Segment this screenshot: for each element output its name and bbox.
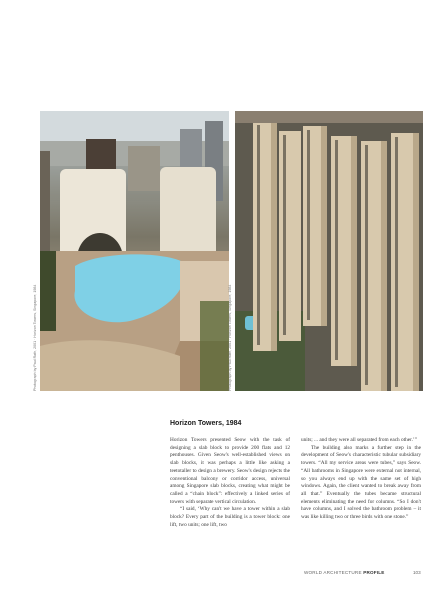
photo-pool-terrace-image: [40, 111, 229, 391]
photo-towers-aerial: [235, 111, 423, 391]
photo-pool-terrace: [40, 111, 229, 391]
paragraph: Horizon Towers presented Seow with the task of designing a slab block to provide 200 flats and 12 penthouses. Given Seow's well-established views on slab blocks, it was perhaps a little like asking a teetotaller to design a brewery. Seow's design rejects the conventional balcony or corridor access, universal among Singapore slab blocks, creating what might be called a “chain block”: effectively a linked series of towers with separate vertical circulation.: [170, 437, 290, 505]
section-name: PROFILE: [363, 570, 385, 575]
article-column-1: [170, 437, 290, 529]
running-footer: [304, 570, 385, 575]
paragraph: units; ... and they were all separated from each other.’”: [301, 437, 418, 443]
page-number: 103: [413, 570, 421, 575]
photo-caption: Photograph by Paul Rath, 2001 · Horizon Towers, Singapore, 1984: [33, 284, 37, 391]
photo-caption: Photograph by Paul Rath, 2001 · Horizon Towers, Singapore, 1984: [228, 284, 232, 391]
article-title: Horizon Towers, 1984: [170, 420, 242, 427]
paragraph: “I said, ‘Why can't we have a tower within a slab block? Every part of the building is a tower block: one lift, two units; one lift, two: [170, 506, 290, 528]
article-column-2: [301, 437, 421, 522]
photo-towers-aerial-image: [235, 111, 423, 391]
publication-name: WORLD ARCHITECTURE: [304, 570, 362, 575]
paragraph: The building also marks a further step in the development of Seow's characteristic tubular subsidiary towers. “All my service areas were tubes,” says Seow. “All bathrooms in Singapore were external not internal, so you always end up with the same set of high windows. Again, the client wanted to break away from all that.” Eventually the tubes became structural elements eliminating the need for columns. “So I don't have columns, and I solved the bathroom problem – it was like killing two or three birds with one stone.”: [301, 444, 421, 521]
